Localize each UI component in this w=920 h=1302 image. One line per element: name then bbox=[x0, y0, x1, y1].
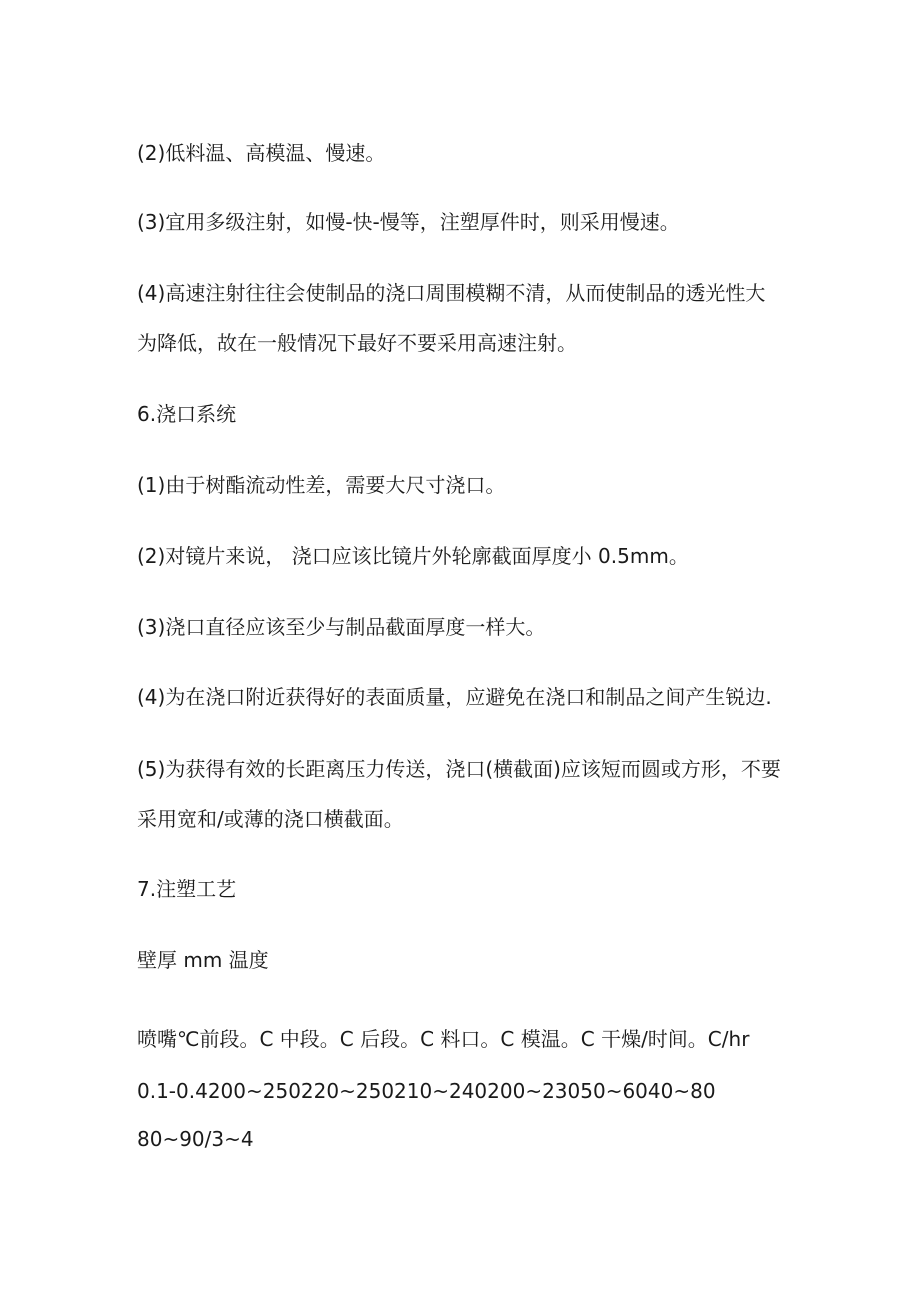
text-line-wall-thickness: 壁厚 mm 温度 bbox=[137, 948, 269, 972]
text-line-drying-values: 80~90/3~4 bbox=[137, 1127, 254, 1151]
text-line-high-speed-2: 为降低，故在一般情况下最好不要采用高速注射。 bbox=[137, 331, 577, 355]
text-line-gate-1: (1)由于树酯流动性差，需要大尺寸浇口。 bbox=[137, 473, 506, 497]
text-line-gate-4: (4)为在浇口附近获得好的表面质量，应避免在浇口和制品之间产生锐边. bbox=[137, 685, 772, 709]
text-line-gate-5b: 采用宽和/或薄的浇口横截面。 bbox=[137, 807, 404, 831]
text-line-gate-2: (2)对镜片来说， 浇口应该比镜片外轮廓截面厚度小 0.5mm。 bbox=[137, 544, 689, 568]
text-line-gate-5a: (5)为获得有效的长距离压力传送，浇口(横截面)应该短而圆或方形，不要 bbox=[137, 757, 781, 781]
text-line-high-speed-1: (4)高速注射往往会使制品的浇口周围模糊不清，从而使制品的透光性大 bbox=[137, 281, 766, 305]
text-line-multistage: (3)宜用多级注射，如慢-快-慢等，注塑厚件时，则采用慢速。 bbox=[137, 210, 680, 234]
text-line-low-temp: (2)低料温、高模温、慢速。 bbox=[137, 141, 386, 165]
text-line-temperature-headers: 喷嘴℃前段。C 中段。C 后段。C 料口。C 模温。C 干燥/时间。C/hr bbox=[137, 1027, 750, 1051]
text-line-temperature-values: 0.1-0.4200~250220~250210~240200~23050~6040~80 bbox=[137, 1079, 716, 1103]
section-heading-gate-system: 6.浇口系统 bbox=[137, 402, 237, 426]
text-line-gate-3: (3)浇口直径应该至少与制品截面厚度一样大。 bbox=[137, 615, 546, 639]
section-heading-injection-process: 7.注塑工艺 bbox=[137, 877, 237, 901]
